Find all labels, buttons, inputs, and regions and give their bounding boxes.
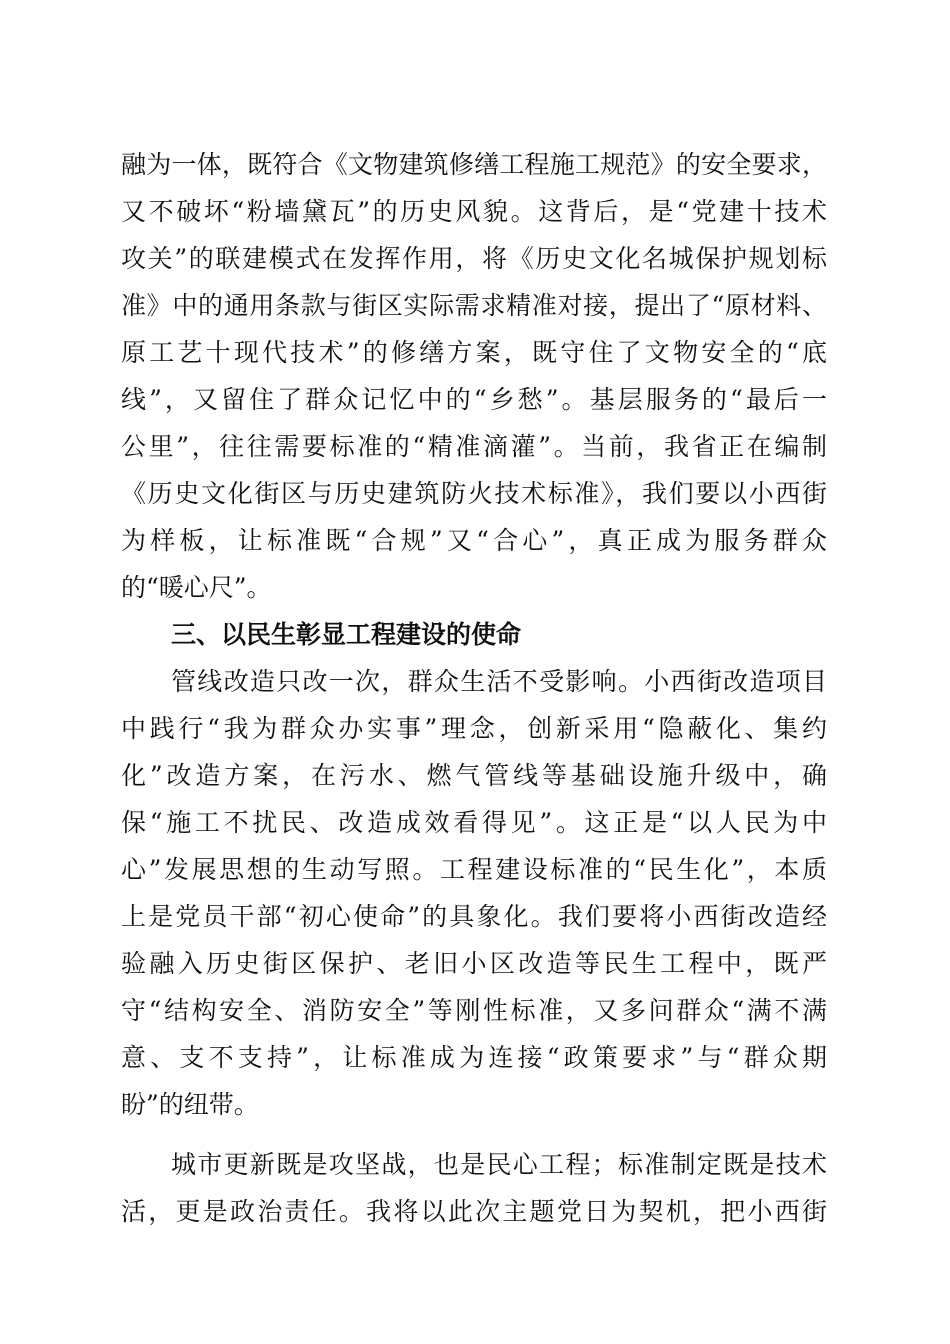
paragraph-2-line-2: 中践行“我为群众办实事”理念，创新采用“隐蔽化、集约 <box>121 714 827 743</box>
paragraph-1-line-9: 为样板，让标准既“合规”又“合心”，真正成为服务群众 <box>121 526 827 555</box>
paragraph-2-line-10: 盼”的纽带。 <box>121 1090 259 1119</box>
section-heading-3: 三、以民生彰显工程建设的使命 <box>171 620 522 649</box>
paragraph-2-line-4: 保“施工不扰民、改造成效看得见”。这正是“以人民为中 <box>121 808 827 837</box>
paragraph-2-line-9: 意、支不支持”，让标准成为连接“政策要求”与“群众期 <box>121 1043 828 1072</box>
paragraph-2-line-6: 上是党员干部“初心使命”的具象化。我们要将小西街改造经 <box>121 902 827 931</box>
paragraph-2-line-1: 管线改造只改一次，群众生活不受影响。小西街改造项目 <box>171 667 827 696</box>
paragraph-3-line-1: 城市更新既是攻坚战，也是民心工程；标准制定既是技术 <box>171 1150 827 1179</box>
paragraph-1-line-1: 融为一体，既符合《文物建筑修缮工程施工规范》的安全要求， <box>121 150 827 179</box>
paragraph-1-line-10: 的“暖心尺”。 <box>121 573 272 602</box>
paragraph-1-line-7: 公里”，往往需要标准的“精准滴灌”。当前，我省正在编制 <box>121 432 827 461</box>
paragraph-3-line-2: 活，更是政治责任。我将以此次主题党日为契机，把小西街 <box>121 1197 827 1226</box>
paragraph-2-line-5: 心”发展思想的生动写照。工程建设标准的“民生化”，本质 <box>121 855 827 884</box>
paragraph-1-line-6: 线”，又留住了群众记忆中的“乡愁”。基层服务的“最后一 <box>121 385 827 414</box>
paragraph-1-line-5: 原工艺十现代技术”的修缮方案，既守住了文物安全的“底 <box>121 338 827 367</box>
paragraph-2-line-3: 化”改造方案，在污水、燃气管线等基础设施升级中，确 <box>121 761 827 790</box>
paragraph-1-line-2: 又不破坏“粉墙黛瓦”的历史风貌。这背后，是“党建十技术 <box>121 197 827 226</box>
paragraph-1-line-4: 准》中的通用条款与街区实际需求精准对接，提出了“原材料、 <box>121 291 827 320</box>
paragraph-2-line-7: 验融入历史街区保护、老旧小区改造等民生工程中，既严 <box>121 949 827 978</box>
paragraph-1-line-3: 攻关”的联建模式在发挥作用，将《历史文化名城保护规划标 <box>121 244 827 273</box>
paragraph-2-line-8: 守“结构安全、消防安全”等刚性标准，又多问群众“满不满 <box>121 996 827 1025</box>
paragraph-1-line-8: 《历史文化街区与历史建筑防火技术标准》，我们要以小西街 <box>121 479 827 508</box>
